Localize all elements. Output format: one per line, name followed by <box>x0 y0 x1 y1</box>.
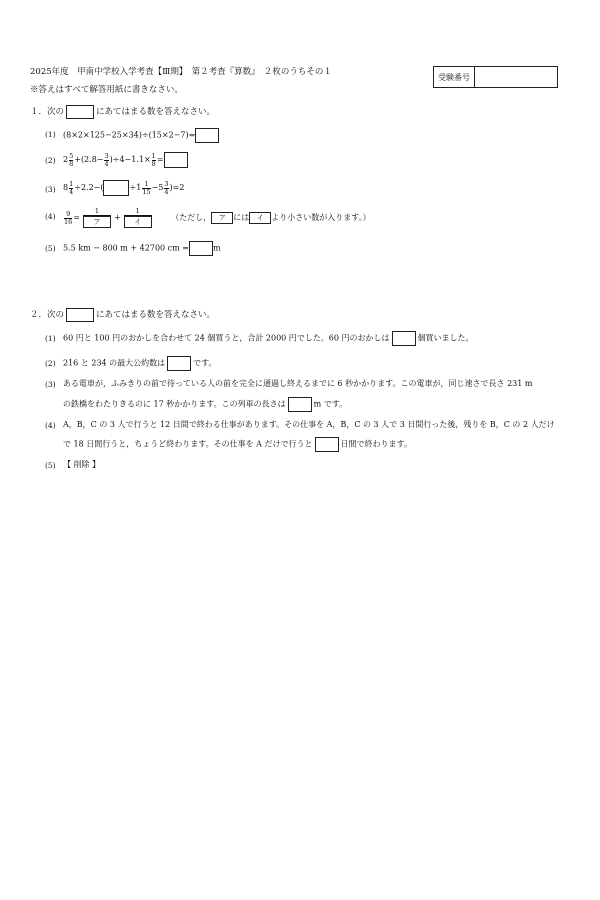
q1-4-eq: = <box>73 213 80 222</box>
q1-5-answer-box[interactable] <box>189 241 213 256</box>
q1-3-minus: −5 <box>151 183 164 192</box>
q1-2-frac1-den: 8 <box>69 159 74 168</box>
blank-box-sample <box>66 308 94 322</box>
exam-number-box <box>433 66 558 88</box>
section2-heading <box>30 307 215 323</box>
q1-3-frac3 <box>164 181 168 196</box>
q1-3-div: ÷1 <box>129 183 142 192</box>
q2-3-number: (3) <box>45 380 56 389</box>
q1-4-number: (4) <box>45 212 56 221</box>
q1-3-answer-box[interactable] <box>103 180 129 196</box>
q1-3-frac3-num: 3 <box>164 179 169 188</box>
q2-1-answer-box[interactable] <box>392 331 416 346</box>
q1-4-lhs-num: 9 <box>66 209 71 218</box>
q2-2-post: です。 <box>193 358 217 368</box>
q1-2-whole: 2 <box>63 155 69 164</box>
q1-2-frac3-den: 8 <box>151 159 156 168</box>
section2-heading-post: にあてはまる数を答えなさい。 <box>96 310 216 320</box>
q1-3-frac1 <box>69 181 73 196</box>
section1-heading <box>30 104 215 120</box>
q1-4-note-pre: （ただし， <box>171 213 212 222</box>
q1-5-number: (5) <box>45 244 56 253</box>
q1-3-end: )=2 <box>169 183 185 192</box>
exam-number-label: 受験番号 <box>434 67 475 88</box>
q1-3-frac2-num: 1 <box>144 179 149 188</box>
q1-4-note-box-i: イ <box>249 212 271 224</box>
section1-heading-post: にあてはまる数を答えなさい。 <box>96 107 216 117</box>
q2-3-line2-post: m です。 <box>313 399 348 409</box>
q1-3-frac1-num: 1 <box>69 179 74 188</box>
q1-5-line <box>63 241 221 256</box>
q1-3-mid: ÷2.2−( <box>74 183 104 192</box>
q1-4-box-i[interactable]: イ <box>124 216 152 228</box>
q2-4-line1: A，B，C の 3 人で行うと 12 日間で終わる仕事があります。その仕事を A，B，C の 3 人で 3 日間行った後，残りを B，C の 2 人だけ <box>63 420 555 429</box>
q1-4-lhs-frac <box>64 211 72 226</box>
q1-2-frac2 <box>104 153 108 168</box>
q2-4-number: (4) <box>45 421 56 430</box>
q2-2-line <box>63 356 217 371</box>
q1-4-frac-a <box>83 208 111 228</box>
q1-4-frac-i-num: 1 <box>135 207 140 215</box>
q1-4-line <box>63 204 371 232</box>
exam-number-field[interactable] <box>475 67 558 88</box>
q1-4-box-a[interactable]: ア <box>83 216 111 228</box>
page-title: 2025年度 甲南中学校入学考査【Ⅲ期】 第２考査『算数』 ２枚のうちその１ <box>30 67 332 77</box>
q1-3-frac2 <box>142 181 150 196</box>
instruction-note: ※答えはすべて解答用紙に書きなさい。 <box>30 85 183 95</box>
q1-2-frac2-num: 3 <box>104 151 109 160</box>
q1-2-mid2: )÷4−1.1× <box>109 155 151 164</box>
q2-1-number: (1) <box>45 334 56 343</box>
q1-2-frac3 <box>152 153 156 168</box>
q2-1-line <box>63 331 474 346</box>
q1-2-frac3-num: 1 <box>151 151 156 160</box>
q1-4-frac-a-num: 1 <box>94 207 100 215</box>
q1-3-number: (3) <box>45 185 56 194</box>
q2-4-answer-box[interactable] <box>315 437 339 452</box>
q1-4-note-mid: には <box>233 213 250 222</box>
q1-2-frac1 <box>69 153 73 168</box>
q2-2-answer-box[interactable] <box>167 356 191 371</box>
q2-3-line2 <box>63 397 347 412</box>
q2-3-line1: ある電車が，ふみきりの前で待っている人の前を完全に通過し終えるまでに 6 秒かかります。この電車が，同じ速さで長さ 231 m <box>63 379 533 388</box>
q1-4-note-post: より小さい数が入ります。） <box>271 213 371 222</box>
q1-5-unit: m <box>212 243 221 253</box>
q2-4-line2 <box>63 437 412 452</box>
q1-3-frac1-den: 4 <box>69 187 74 196</box>
q2-2-pre: 216 と 234 の最大公約数は <box>63 358 166 368</box>
q1-1-expression: (8×2×125−25×34)÷(15×2−7)= <box>63 130 196 140</box>
q1-3-frac2-den: 15 <box>142 187 151 196</box>
q1-2-mid: +(2.8− <box>74 155 104 164</box>
q1-2-frac1-num: 5 <box>69 151 74 160</box>
q1-4-lhs-den: 16 <box>64 217 73 226</box>
q2-1-pre: 60 円と 100 円のおかしを合わせて 24 個買うと，合計 2000 円でした。60 円のおかしは <box>63 333 390 343</box>
q1-2-eq: = <box>156 155 164 164</box>
q1-1-line <box>63 128 219 143</box>
q1-2-number: (2) <box>45 156 56 165</box>
section2-heading-pre: ２．次の <box>30 310 65 320</box>
q1-1-answer-box[interactable] <box>195 128 219 143</box>
q1-3-whole: 8 <box>63 183 69 192</box>
q1-3-frac3-den: 4 <box>164 187 169 196</box>
q1-4-plus: + <box>113 213 121 222</box>
blank-box-sample <box>66 105 94 119</box>
q2-4-line2-pre: で 18 日間行うと，ちょうど終わります。その仕事を A だけで行うと <box>63 439 313 449</box>
q1-2-answer-box[interactable] <box>164 152 188 168</box>
q1-2-frac2-den: 4 <box>104 159 109 168</box>
q2-5-deleted: 【 削除 】 <box>63 460 101 469</box>
q2-5-number: (5) <box>45 461 56 470</box>
q1-4-frac-i <box>124 208 152 228</box>
q1-5-expression: 5.5 km − 800 m + 42700 cm = <box>63 243 189 253</box>
q2-1-post: 個買いました。 <box>417 333 474 343</box>
q1-4-note-box-a: ア <box>211 212 233 224</box>
q2-2-number: (2) <box>45 359 56 368</box>
q2-3-answer-box[interactable] <box>288 397 312 412</box>
q2-4-line2-post: 日間で終わります。 <box>340 439 412 449</box>
q2-3-line2-pre: の鉄橋をわたりきるのに 17 秒かかります。この列車の長さは <box>63 399 286 409</box>
section1-heading-pre: １．次の <box>30 107 65 117</box>
q1-2-line <box>63 148 188 172</box>
q1-3-line <box>63 176 184 200</box>
q1-1-number: (1) <box>45 130 56 139</box>
